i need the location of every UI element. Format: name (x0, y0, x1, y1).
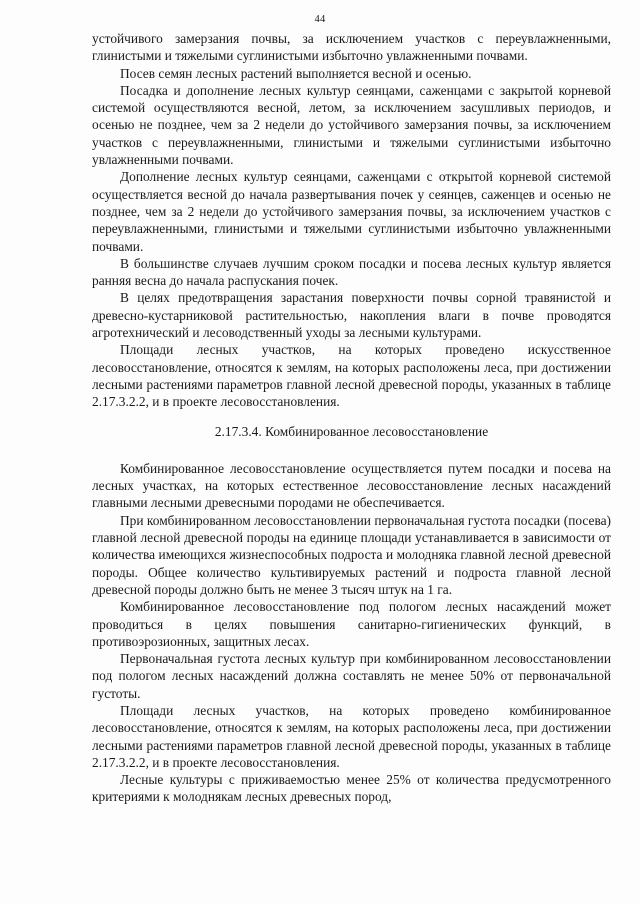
paragraph: Комбинированное лесовосстановление осуществляется путем посадки и посева на лесных участках, на которых естественное лесовосстановление лесных насаждений главными лесными древесными породами не обеспечивается. (92, 460, 611, 511)
paragraph: При комбинированном лесовосстановлении первоначальная густота посадки (посева) главной лесной древесной породы на единице площади устанавливается в зависимости от количества имеющихся жизнеспособных подроста и молодняка главной лесной древесной породы. Общее количество культивируемых растений и подроста главной лесной древесной породы должно быть не менее 3 тысяч штук на 1 га. (92, 512, 611, 597)
paragraph: Площади лесных участков, на которых проведено искусственное лесовосстановление, относятся к землям, на которых расположены леса, при достижении лесными растениями параметров главной лесной древесной породы, указанных в таблице 2.17.3.2.2, и в проекте лесовосстановления. (92, 342, 611, 410)
paragraph: Первоначальная густота лесных культур при комбинированном лесовосстановлении под пологом лесных насаждений должна составлять не менее 50% от первоначальной густоты. (92, 651, 611, 701)
paragraph: В большинстве случаев лучшим сроком посадки и посева лесных культур является ранняя весна до начала распускания почек. (92, 255, 611, 289)
paragraph: В целях предотвращения зарастания поверхности почвы сорной травянистой и древесно-кустарниковой растительностью, накопления влаги в почве проводятся агротехнический и лесоводственный уходы за лесными культурами. (92, 290, 611, 341)
section-heading: 2.17.3.4. Комбинированное лесовосстановление (214, 423, 489, 439)
paragraph: Лесные культуры с приживаемостью менее 25% от количества предусмотренного критериями к молоднякам лесных древесных пород, (92, 772, 611, 805)
page-body (92, 30, 611, 806)
paragraph: Посадка и дополнение лесных культур сеянцами, саженцами с закрытой корневой системой осуществляются весной, летом, за исключением засушливых периодов, и осенью не позднее, чем за 2 недели до устойчивого замерзания почвы, за исключением участков с переувлажненными, глинистыми и тяжелыми суглинистыми избыточно увлажненными почвами. (92, 82, 611, 168)
page-number: 44 (314, 14, 326, 25)
paragraph: Посев семян лесных растений выполняется весной и осенью. (120, 65, 472, 81)
paragraph: Дополнение лесных культур сеянцами, саженцами с открытой корневой системой осуществляется весной до начала развертывания почек у сеянцев, саженцев и осенью не позднее, чем за 2 недели до устойчивого замерзания почвы, за исключением участков с переувлажненными, глинистыми и тяжелыми суглинистыми избыточно увлажненными почвами. (92, 169, 611, 254)
paragraph: Площади лесных участков, на которых проведено комбинированное лесовосстановление, относятся к землям, на которых расположены леса, при достижении лесными растениями параметров главной лесной древесной породы, указанных в таблице 2.17.3.2.2, и в проекте лесовосстановления. (92, 702, 611, 770)
paragraph-continuation: устойчивого замерзания почвы, за исключением участков с переувлажненными, глинистыми и тяжелыми суглинистыми избыточно увлажненными почвами. (92, 31, 611, 64)
paragraph: Комбинированное лесовосстановление под пологом лесных насаждений может проводиться в целях повышения санитарно-гигиенических функций, в противоэрозионных, защитных лесах. (92, 599, 611, 649)
